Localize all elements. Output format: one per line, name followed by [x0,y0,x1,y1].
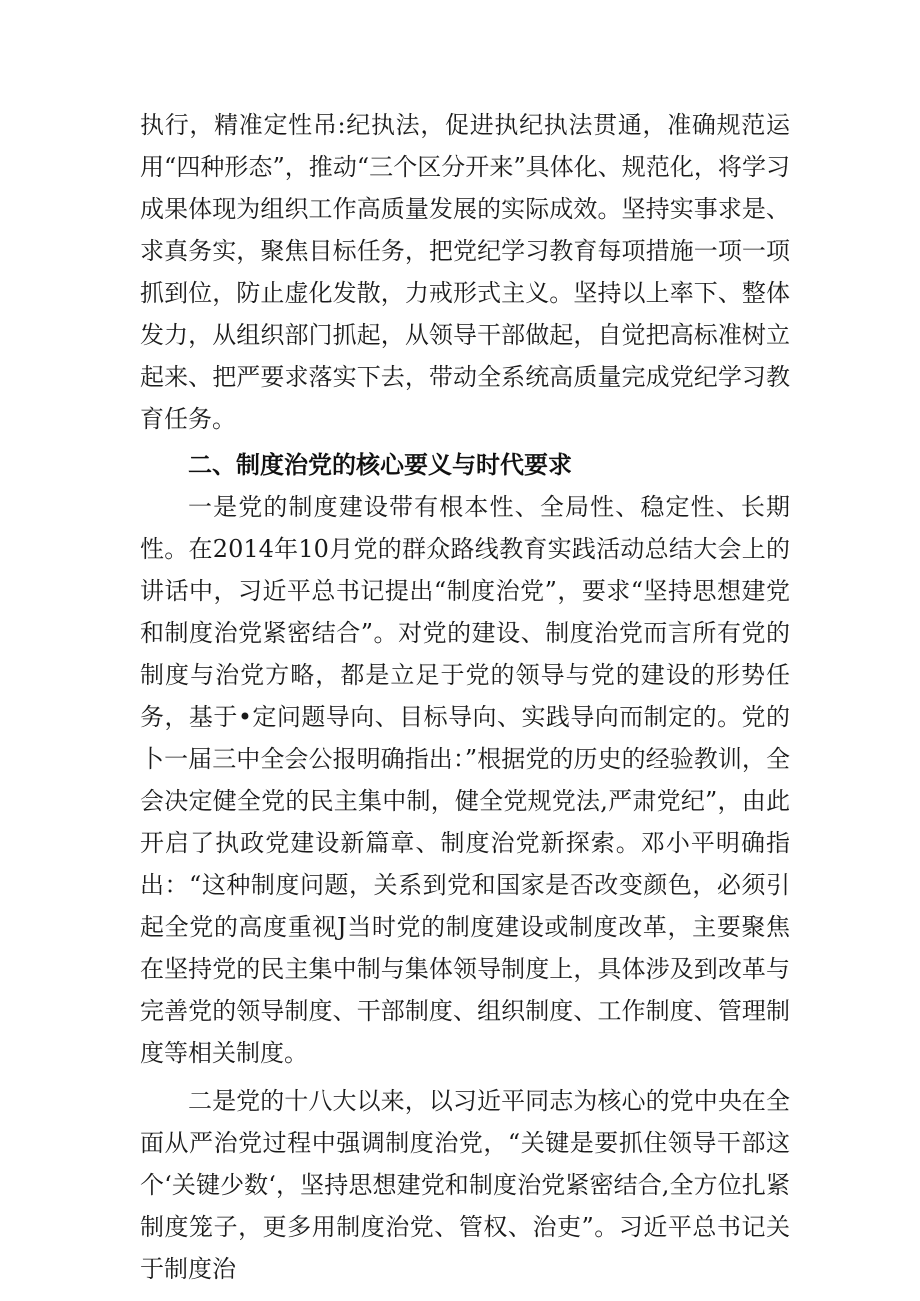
section-heading: 二、制度治党的核心要义与时代要求 [188,451,572,479]
paragraph-continued: 执行，精准定性吊:纪执法，促进执纪执法贯通，准确规范运用“四种形态”，推动“三个区分开来”具体化、规范化，将学习成果体现为组织工作高质量发展的实际成效。坚持实事求是、求真务实，聚焦目标任务，把党纪学习教育每项措施一项一项抓到位，防止虚化发散，力戒形式主义。坚持以上率下、整体发力，从组织部门抓起，从领导干部做起，自觉把高标准树立起来、把严要求落实下去，带动全系统高质量完成党纪学习教育任务。 [140,111,790,433]
paragraph-first-point: 一是党的制度建设带有根本性、全局性、稳定性、长期性。在2014年10月党的群众路线教育实践活动总结大会上的讲话中，习近平总书记提出“制度治党”，要求“坚持思想建党和制度治党紧密结合”。对党的建设、制度治党而言所有党的制度与治党方略，都是立足于党的领导与党的建设的形势任务，基于•定问题导向、目标导向、实践导向而制定的。党的卜一届三中全会公报明确指出：”根据党的历史的经验教训，全会决定健全党的民主集中制，健全党规党法,严肃党纪”，由此开启了执政党建设新篇章、制度治党新探索。邓小平明确指出：“这种制度问题，关系到党和国家是否改变颜色，必须引起全党的高度重视J当时党的制度建设或制度改革，主要聚焦在坚持党的民主集中制与集体领导制度上，具体涉及到改革与完善党的领导制度、干部制度、组织制度、工作制度、管理制度等相关制度。 [140,493,790,1067]
document-body [140,104,790,1290]
paragraph-second-point: 二是党的十八大以来，以习近平同志为核心的党中央在全面从严治党过程中强调制度治党，“关键是要抓住领导干部这个‘关键少数‘，坚持思想建党和制度治党紧密结合,全方位扎紧制度笼子，更多用制度治党、管权、治吏”。习近平总书记关于制度治 [140,1087,790,1283]
